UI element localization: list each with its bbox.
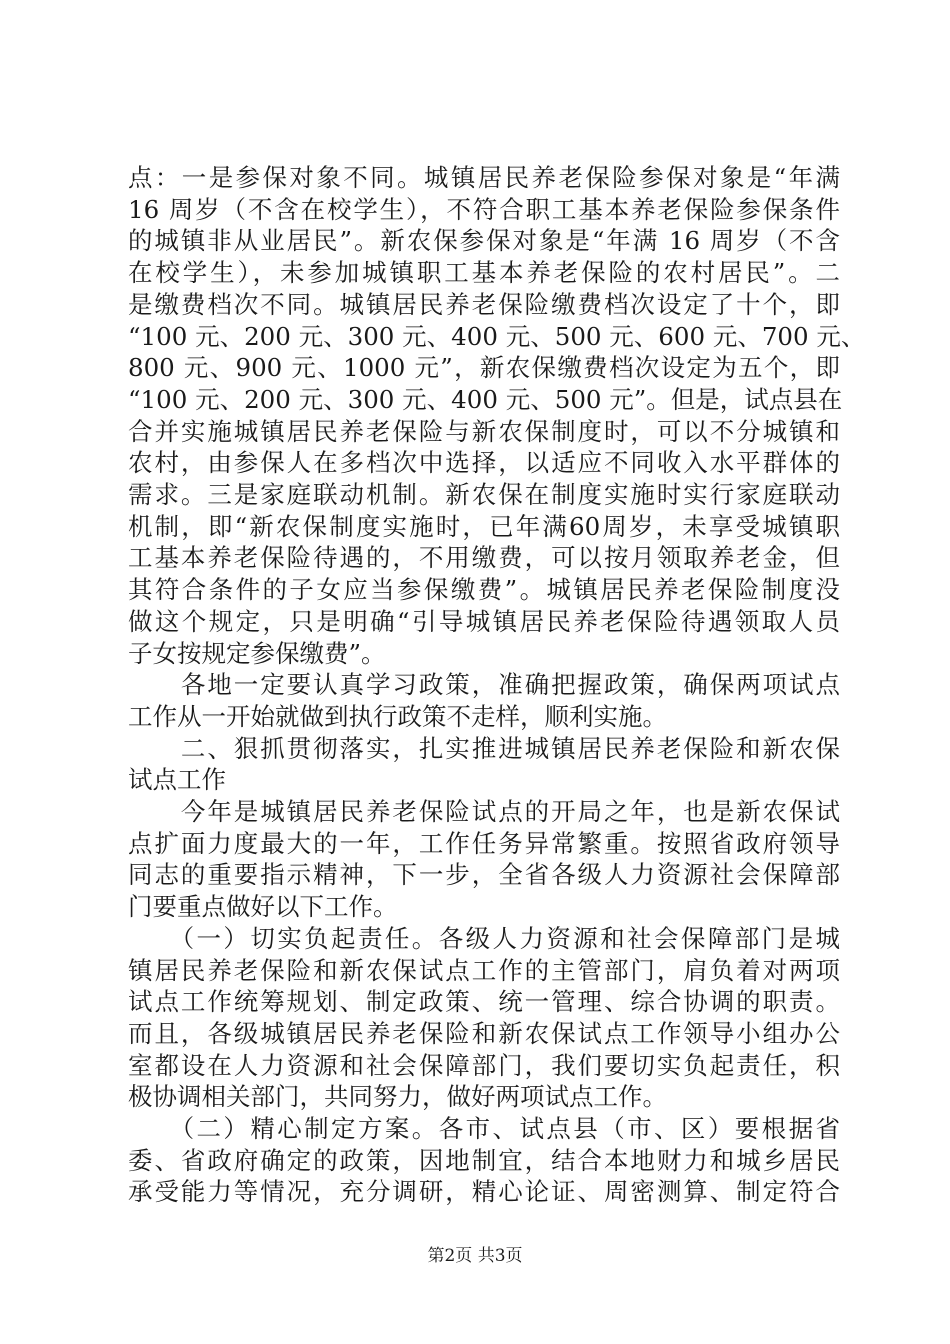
text-line: 镇居民养老保险和新农保试点工作的主管部门，肩负着对两项 bbox=[128, 955, 840, 985]
text-line: 工作从一开始就做到执行政策不走样，顺利实施。 bbox=[128, 701, 667, 731]
text-line: 门要重点做好以下工作。 bbox=[128, 892, 398, 922]
text-line: 工基本养老保险待遇的，不用缴费，可以按月领取养老金，但 bbox=[128, 543, 840, 573]
text-line: 子女按规定参保缴费”。 bbox=[128, 638, 386, 668]
text-line: （二）精心制定方案。各市、试点县（市、区）要根据省 bbox=[128, 1114, 840, 1143]
text-line: 农村，由参保人在多档次中选择，以适应不同收入水平群体的 bbox=[128, 448, 840, 478]
text-line: 今年是城镇居民养老保险试点的开局之年，也是新农保试 bbox=[128, 797, 840, 826]
text-line: 点扩面力度最大的一年，工作任务异常繁重。按照省政府领导 bbox=[128, 828, 840, 858]
text-line: 试点工作统筹规划、制定政策、统一管理、综合协调的职责。 bbox=[128, 987, 840, 1017]
text-line: 各地一定要认真学习政策，准确把握政策，确保两项试点 bbox=[128, 670, 840, 700]
text-line: 机制，即“新农保制度实施时，已年满60周岁，未享受城镇职 bbox=[128, 511, 840, 541]
text-line: 合并实施城镇居民养老保险与新农保制度时，可以不分城镇和 bbox=[128, 416, 840, 446]
text-line: “100 元、200 元、300 元、400 元、500 元、600 元、700 元、 bbox=[128, 321, 866, 351]
text-line: “100 元、200 元、300 元、400 元、500 元”。但是，试点县在 bbox=[128, 384, 843, 414]
text-line: 16 周岁（不含在校学生），不符合职工基本养老保险参保条件 bbox=[128, 194, 840, 224]
text-line: 试点工作 bbox=[128, 765, 226, 795]
page-footer: 第2页 共3页 bbox=[427, 1246, 523, 1266]
text-line: （一）切实负起责任。各级人力资源和社会保障部门是城 bbox=[128, 923, 840, 953]
text-line: 800 元、900 元、1000 元”，新农保缴费档次设定为五个，即 bbox=[128, 353, 840, 383]
text-line: 室都设在人力资源和社会保障部门，我们要切实负起责任，积 bbox=[128, 1050, 840, 1080]
text-line: 承受能力等情况，充分调研，精心论证、周密测算、制定符合 bbox=[128, 1177, 840, 1207]
text-line: 极协调相关部门，共同努力，做好两项试点工作。 bbox=[128, 1082, 667, 1112]
text-line: 其符合条件的子女应当参保缴费”。城镇居民养老保险制度没 bbox=[128, 575, 840, 605]
text-line: 的城镇非从业居民”。新农保参保对象是“年满 16 周岁（不含 bbox=[128, 226, 840, 256]
text-line: 需求。三是家庭联动机制。新农保在制度实施时实行家庭联动 bbox=[128, 480, 840, 509]
text-line: 点：一是参保对象不同。城镇居民养老保险参保对象是“年满 bbox=[128, 163, 840, 192]
text-line: 二、狠抓贯彻落实，扎实推进城镇居民养老保险和新农保 bbox=[128, 733, 840, 763]
text-line: 是缴费档次不同。城镇居民养老保险缴费档次设定了十个，即 bbox=[128, 289, 840, 319]
text-line: 同志的重要指示精神，下一步，全省各级人力资源社会保障部 bbox=[128, 860, 840, 890]
text-line: 在校学生），未参加城镇职工基本养老保险的农村居民”。二 bbox=[128, 258, 840, 288]
text-line: 做这个规定，只是明确“引导城镇居民养老保险待遇领取人员 bbox=[128, 606, 840, 636]
text-line: 委、省政府确定的政策，因地制宜，结合本地财力和城乡居民 bbox=[128, 1145, 840, 1175]
text-line: 而且，各级城镇居民养老保险和新农保试点工作领导小组办公 bbox=[128, 1018, 840, 1048]
